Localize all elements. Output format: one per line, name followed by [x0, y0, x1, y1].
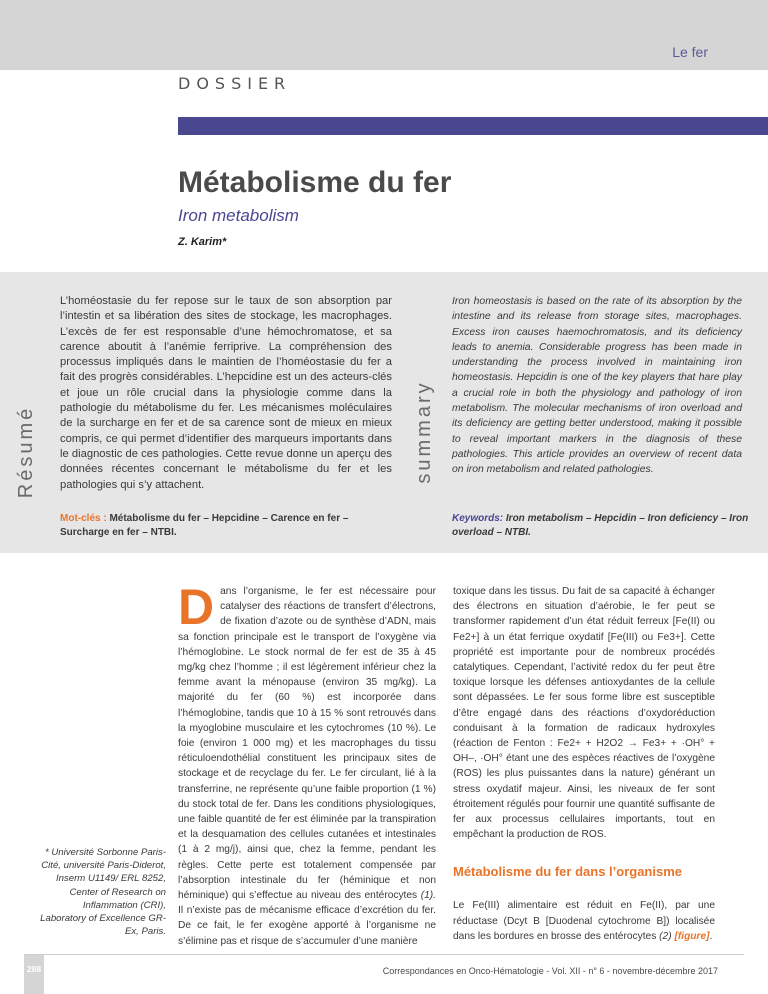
- page-number-tab: [24, 955, 44, 994]
- french-abstract: L’homéostasie du fer repose sur le taux de son absorption par l’intestin et sa libération des sites de stockage, les macrophages. L’excès de fer est responsable d’une hémochromatose, et sa carence aboutit à l’anémie ferriprive. La compréhension des processus impliqués dans le maintien de l’homéostasie du fer a fait des progrès considérables. L’hepcidine est un des acteurs-clés et joue un rôle crucial dans la physiologie comme dans la pathologie du métabolisme du fer. Les mécanismes moléculaires de la surcharge en fer et de sa carence sont de mieux en mieux compris, ce qui permet d’identifier des marqueurs importants dans le diagnostic de ces pathologies. Cette revue donne un aperçu des données récentes concernant le métabolisme du fer et les pathologies qui s’y attachent.: [60, 295, 392, 491]
- col1-text: ans l’organisme, le fer est nécessaire pour catalyser des réactions de transfert d’électrons, de fixation d’azote ou de synthèse d’ADN, mais sa fonction principale est le transport de l’oxygène via l’hémoglobine. Le stock normal de fer est de 35 à 45 mg/kg chez l’homme ; il est légèrement inférieur chez la femme avant la ménopause (environ 35 mg/kg). La majorité du fer (60 %) est incorporée dans l’hémoglobine, tandis que 10 à 15 % sont retrouvés dans la myoglobine musculaire et les cytochromes (10 %). Le foie (environ 1 000 mg) et les macrophages du tissu réticuloendothélial constituent les principaux sites de stockage et de recyclage du fer. Le fer circulant, lié à la transferrine, ne représente qu’une faible proportion (1 %) du stock total de fer. Dans les conditions physiologiques, une faible quantité de fer est éliminée par la transpiration et la desquamation des cellules cutanées et intestinales (1 à 2 mg/j), ainsi que, chez la femme, pendant les règles. Cette perte est totalement compensée par l’absorption intestinale du fer (héminique et non héminique) qui s’effectue au niveau des entérocytes: [178, 586, 436, 902]
- reference-link[interactable]: (1).: [420, 890, 436, 902]
- reference-link[interactable]: (2): [659, 930, 672, 942]
- col2-paragraph-2: [453, 898, 715, 944]
- col2-paragraph: toxique dans les tissus. Du fait de sa capacité à échanger des électrons en situation d’aérobie, le fer peut se transformer rapidement d’un état réduit ferreux [Fe(II) ou Fe2+] à un état ferrique oxydatif [Fe(III) ou Fe3+]. Cette propriété est importante pour de nombreux procédés catalytiques. Cependant, l’activité redox du fer peut être toxique lorsque les défenses antioxydantes de la cellule sont dépassées. Le fer sous forme libre est susceptible d’être engagé dans des réactions d’oxydoréduction conduisant à la formation de radicaux hydroxyles (réaction de Fenton : Fe2+ + H2O2 → Fe3+ + ·OH° + OH–, ·OH° étant une des espèces réactives de l’oxygène (ROS) les plus puissantes dans la nature) générant un stress oxydatif majeur. Ainsi, les niveaux de fer sont étroitement régulés pour fournir une quantité suffisante de fer aux processus cellulaires importants, tout en empêchant la production de ROS.: [453, 586, 715, 841]
- article-subtitle: Iron metabolism: [178, 206, 299, 225]
- title-bar: [178, 117, 768, 135]
- section-heading: Métabolisme du fer dans l’organisme: [453, 864, 682, 880]
- resume-label: Résumé: [15, 405, 37, 499]
- author-affiliation: * Université Sorbonne Paris-Cité, université Paris-Diderot, Inserm U1149/ ERL 8252, Center of Research on Inflammation (CRI), Laboratory of Excellence GR-Ex, Paris.: [40, 847, 166, 938]
- page-number: 288: [26, 964, 42, 974]
- col2-end: .: [709, 930, 713, 942]
- english-abstract: Iron homeostasis is based on the rate of its absorption by the intestine and its release from storage sites, macrophages. Excess iron causes haemochromatosis, and its deficiency leads to anemia. Considerable progress has been made in understanding the process involved in maintaining iron homeostasis. Hepcidin is one of the key players that hare play a crucial role in both the physiology and pathology of iron metabolism. The molecular mechanisms of iron overload and its deficiency are getting better understood, making it possible to reveal important markers in the diagnosis of these pathologies. This article provides an overview of recent data on iron metabolism and related pathologies.: [452, 296, 742, 476]
- english-keywords-list: Iron metabolism – Hepcidin – Iron deficiency – Iron overload – NTBI.: [452, 513, 749, 538]
- col1-text-end: Il n’existe pas de mécanisme efficace d’excrétion du fer. De ce fait, le fer exogène apporté à l’organisme ne s’élimine pas et risque de s’accumuler d’une manière: [178, 905, 436, 947]
- article-title: Métabolisme du fer: [178, 166, 452, 199]
- article-author: Z. Karim*: [178, 236, 227, 248]
- drop-cap: D: [178, 579, 215, 635]
- summary-label: summary: [413, 380, 435, 484]
- english-keywords: [452, 512, 752, 540]
- section-tag: Le fer: [672, 44, 708, 60]
- header-band: [0, 0, 768, 70]
- body-column-1: [178, 579, 436, 949]
- col2-text2: Le Fe(III) alimentaire est réduit en Fe(II), par une réductase (Dcyt B [Duodenal cytochrome B]) localisée dans les bordures en brosse des entérocytes: [453, 900, 715, 942]
- body-column-2: [453, 584, 715, 944]
- rubric-label: DOSSIER: [178, 74, 292, 93]
- french-keywords: [60, 512, 400, 540]
- french-keywords-list: Métabolisme du fer – Hepcidine – Carence en fer – Surcharge en fer – NTBI.: [60, 513, 349, 538]
- figure-link[interactable]: [figure]: [674, 930, 710, 942]
- english-keywords-label: Keywords:: [452, 513, 504, 524]
- journal-citation: Correspondances en Onco-Hématologie - Vol. XII - n° 6 - novembre-décembre 2017: [382, 966, 718, 976]
- footer-rule: [24, 954, 744, 955]
- french-keywords-label: Mot-clés :: [60, 513, 107, 524]
